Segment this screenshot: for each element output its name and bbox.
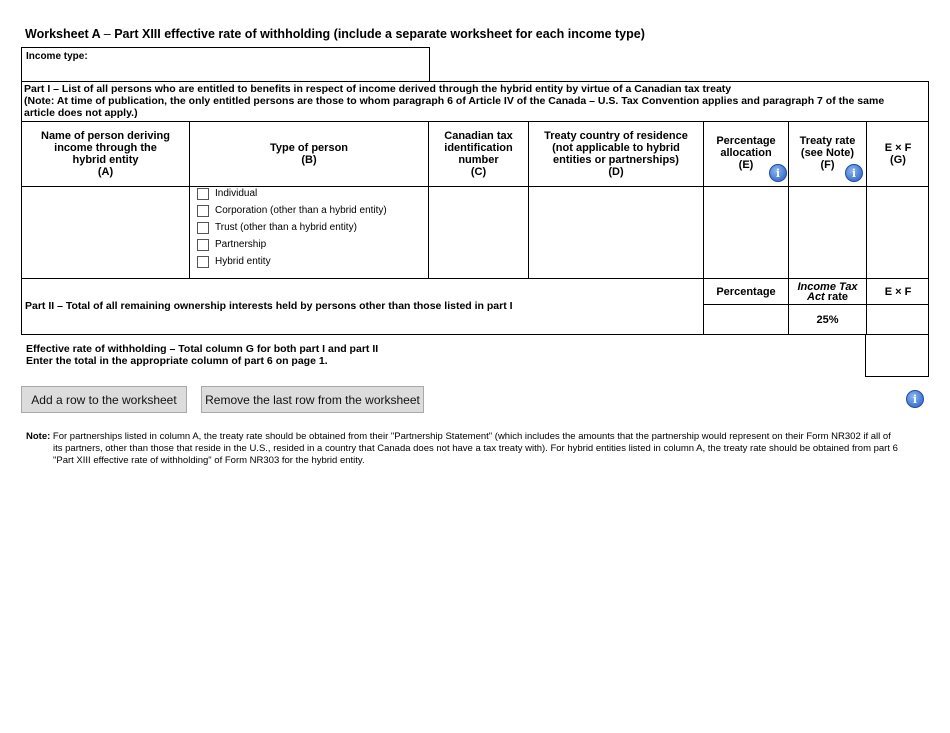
col-b-line2: (B) (301, 154, 317, 166)
buttons-info-icon[interactable]: i (906, 390, 924, 408)
col-g-line1: E × F (884, 142, 912, 154)
treaty-country-input[interactable] (529, 187, 703, 278)
col-a-line1: Name of person deriving (41, 130, 170, 142)
checkbox-individual[interactable] (197, 188, 209, 200)
col-f-line2: (see Note) (800, 147, 855, 159)
col-g-line2: (G) (890, 154, 906, 166)
checkbox-trust[interactable] (197, 222, 209, 234)
option-corporation-label: Corporation (other than a hybrid entity) (215, 205, 387, 216)
effective-total-box (865, 334, 929, 377)
effective-rate-text (26, 343, 378, 367)
type-of-person-options (197, 185, 425, 270)
exf-result (867, 187, 929, 278)
col-e-line3: (E) (738, 159, 754, 171)
part2-percentage-header: Percentage (716, 285, 776, 298)
effective-line1: Effective rate of withholding – Total column G for both part I and part II (26, 343, 379, 355)
note-text1: For partnerships listed in column A, the treaty rate should be obtained from their "Partnership Statement" (which includes the amounts that the partnership would represent on their Form NR302 if all of (52, 431, 891, 442)
income-type-label: Income type: (26, 51, 88, 62)
col-d-line4: (D) (608, 166, 624, 178)
rate-label-italic: Income Tax (797, 280, 858, 293)
title-dash: – (103, 27, 111, 41)
col-header-d (529, 122, 703, 186)
percentage-info-icon[interactable]: i (769, 164, 787, 182)
col-e-line2: allocation (720, 147, 772, 159)
note-section (26, 431, 916, 467)
part2-label: Part II – Total of all remaining ownership interests held by persons other than those listed in part I (25, 300, 513, 312)
title-prefix: Worksheet A (25, 27, 101, 41)
part1-line1: Part I – List of all persons who are entitled to benefits in respect of income derived through the hybrid entity by virtue of a Canadian tax treaty (24, 83, 732, 95)
col-d-line2: (not applicable to hybrid (552, 142, 680, 154)
col-c-line2: identification (444, 142, 513, 154)
part2-exf-result (867, 305, 929, 334)
option-individual[interactable] (197, 185, 425, 202)
col-a-line2: income through the (54, 142, 157, 154)
part1-line3: article does not apply.) (24, 107, 138, 119)
col-header-c (429, 122, 528, 186)
col-c-line3: number (458, 154, 499, 166)
col-c-line4: (C) (470, 166, 487, 178)
note-line1 (26, 431, 916, 443)
col-header-a (22, 122, 189, 186)
effective-line2: Enter the total in the appropriate column of part 6 on page 1. (26, 355, 328, 367)
checkbox-hybrid-entity[interactable] (197, 256, 209, 268)
col-d-line1: Treaty country of residence (544, 130, 688, 142)
part2-percentage-input[interactable] (704, 305, 788, 334)
col-header-g (867, 122, 929, 186)
treaty-rate-info-icon[interactable]: i (845, 164, 863, 182)
note-line2: its partners, other than those that reside in the U.S., resided in a country that Canada does not have a tax treaty with). For hybrid entities listed in column A, the treaty rate should be obtained from part 6 (53, 443, 898, 454)
worksheet-title (25, 27, 645, 41)
part1-line2: (Note: At time of publication, the only entitled persons are those to whom paragraph 6 of Article IV of the Canada – U.S. Tax Convention applies and paragraph 7 of the same (24, 95, 885, 107)
col-c-line1: Canadian tax (444, 130, 513, 142)
option-trust[interactable] (197, 219, 425, 236)
name-input[interactable] (22, 187, 189, 278)
add-row-button[interactable]: Add a row to the worksheet (21, 386, 187, 413)
option-corporation[interactable] (197, 202, 425, 219)
remove-row-button[interactable]: Remove the last row from the worksheet (201, 386, 424, 413)
note-label: Note: (26, 431, 51, 442)
checkbox-corporation[interactable] (197, 205, 209, 217)
option-individual-label: Individual (215, 188, 258, 199)
rate-label-rest: rate (827, 290, 848, 303)
option-trust-label: Trust (other than a hybrid entity) (215, 222, 357, 233)
tax-id-input[interactable] (429, 187, 528, 278)
col-f-line3: (F) (820, 159, 835, 171)
checkbox-partnership[interactable] (197, 239, 209, 251)
option-hybrid-entity-label: Hybrid entity (215, 256, 271, 267)
col-e-line1: Percentage (716, 135, 776, 147)
col-a-line4: (A) (97, 166, 114, 178)
col-b-line1: Type of person (269, 142, 349, 154)
col-d-line3: entities or partnerships) (553, 154, 679, 166)
part2-rate-value: 25% (816, 313, 839, 326)
percentage-allocation-input[interactable] (704, 187, 788, 278)
col-header-b (190, 122, 428, 186)
option-partnership[interactable] (197, 236, 425, 253)
option-partnership-label: Partnership (215, 239, 267, 250)
income-type-field[interactable] (21, 47, 430, 82)
part2-rate-header (789, 279, 866, 304)
col-a-line3: hybrid entity (72, 154, 139, 166)
note-line3: "Part XIII effective rate of withholding" of Form NR303 for the hybrid entity. (53, 455, 365, 466)
option-hybrid-entity[interactable] (197, 253, 425, 270)
col-f-line1: Treaty rate (799, 135, 856, 147)
part2-exf-header: E × F (884, 285, 912, 298)
title-rest: Part XIII effective rate of withholding (include a separate worksheet for each income type) (114, 27, 645, 41)
treaty-rate-input[interactable] (789, 187, 866, 278)
part1-heading (24, 83, 924, 119)
rate-label-act: Act (807, 290, 825, 303)
